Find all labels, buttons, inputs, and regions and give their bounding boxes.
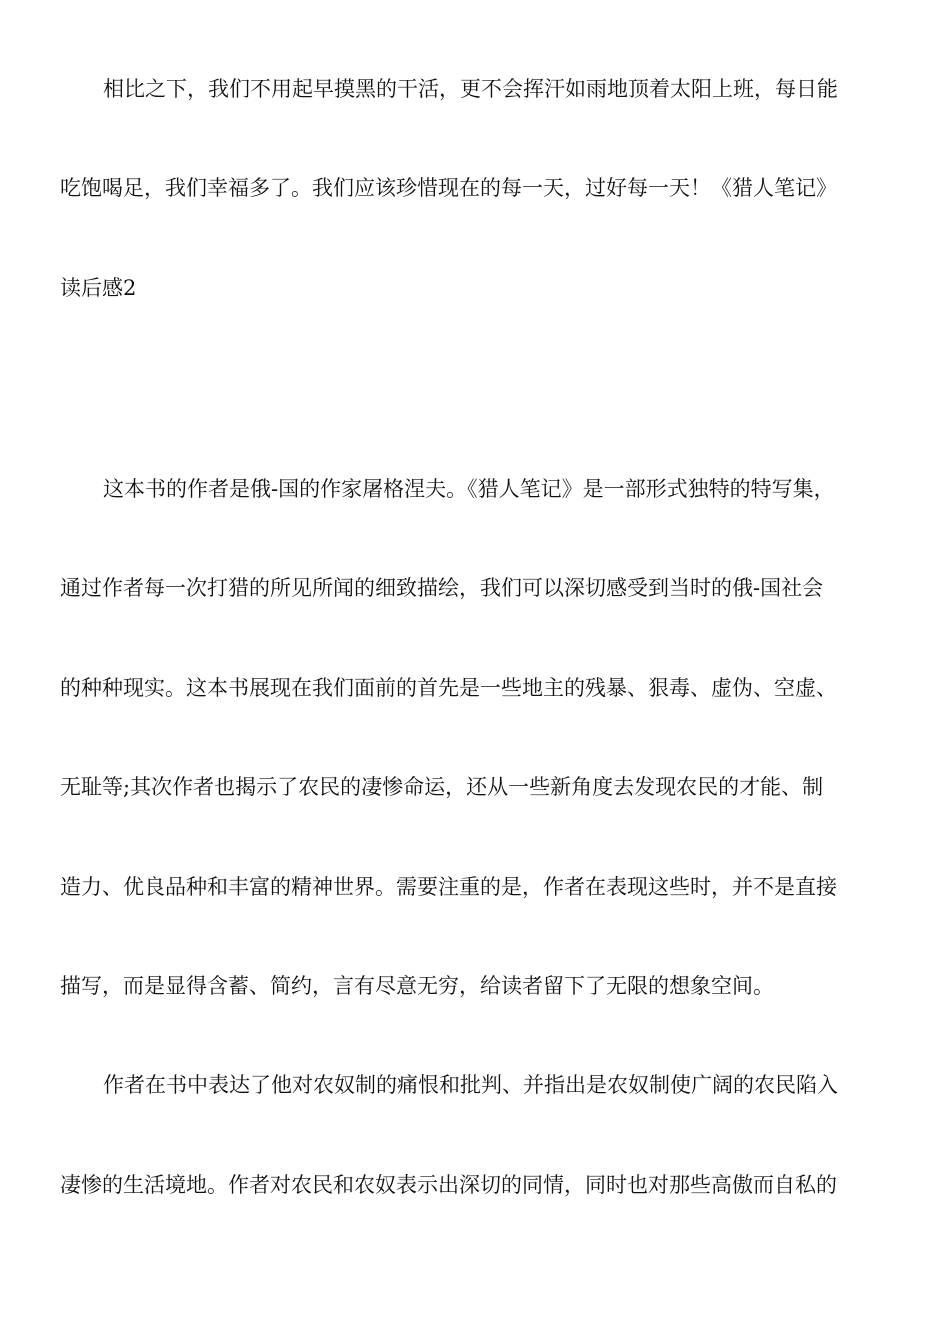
paragraph-line: 相比之下，我们不用起早摸黑的干活，更不会挥汗如雨地顶着太阳上班，每日能 [103,77,838,101]
paragraph-line: 造力、优良品种和丰富的精神世界。需要注重的是，作者在表现这些时，并不是直接 [60,875,837,899]
paragraph-line: 这本书的作者是俄-国的作家屠格涅夫。《猎人笔记》是一部形式独特的特写集， [103,477,835,501]
paragraph-line: 描写，而是显得含蓄、简约，言有尽意无穷，给读者留下了无限的想象空间。 [60,974,774,998]
paragraph-line: 读后感2 [60,276,137,300]
paragraph-line: 作者在书中表达了他对农奴制的痛恨和批判、并指出是农奴制使广阔的农民陷入 [103,1073,838,1097]
paragraph-line: 的种种现实。这本书展现在我们面前的首先是一些地主的残暴、狠毒、虚伪、空虚、 [60,676,837,700]
paragraph-line: 吃饱喝足，我们幸福多了。我们应该珍惜现在的每一天，过好每一天！《猎人笔记》 [60,176,837,200]
paragraph-line: 通过作者每一次打猎的所见所闻的细致描绘，我们可以深切感受到当时的俄-国社会 [60,576,824,600]
paragraph-line: 凄惨的生活境地。作者对农民和农奴表示出深切的同情，同时也对那些高傲而自私的 [60,1173,837,1197]
paragraph-line: 无耻等;其次作者也揭示了农民的凄惨命运，还从一些新角度去发现农民的才能、制 [60,775,824,799]
